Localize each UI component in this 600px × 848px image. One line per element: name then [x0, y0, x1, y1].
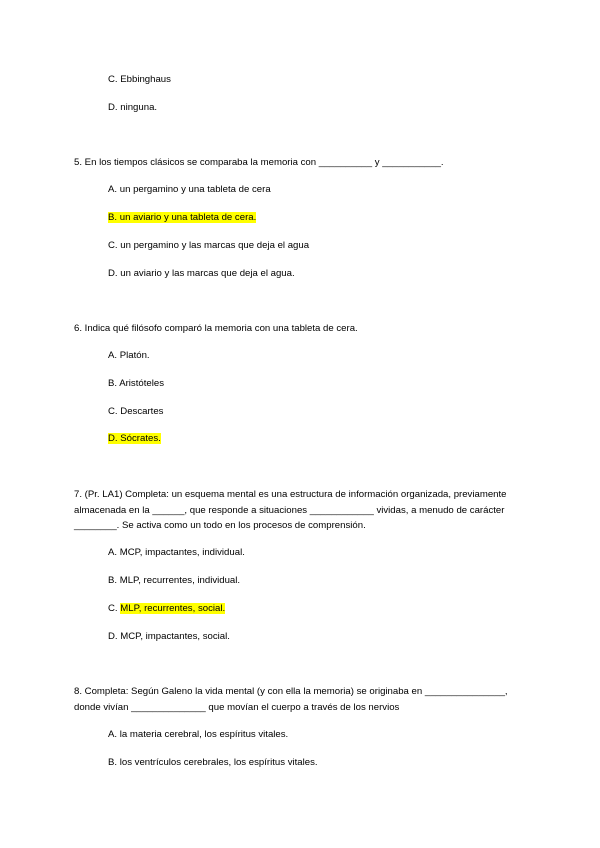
question-5-option-d: D. un aviario y las marcas que deja el agua.: [108, 268, 295, 279]
question-7-option-c: [108, 603, 225, 615]
option-d-prev: D. ninguna.: [108, 102, 158, 113]
question-6-option-a: A. Platón.: [108, 350, 150, 361]
question-8-line-2: donde vivían ______________ que movían el cuerpo a través de los nervios: [74, 702, 400, 713]
option-prefix: C.: [108, 603, 121, 614]
question-8-option-b: B. los ventrículos cerebrales, los espíritus vitales.: [108, 757, 318, 768]
question-7-line-1: 7. (Pr. LA1) Completa: un esquema mental es una estructura de información organizada, previamente: [74, 489, 507, 500]
question-6-option-d: [108, 433, 161, 445]
option-c-prev: C. Ebbinghaus: [108, 74, 171, 85]
highlighted-answer: D. Sócrates.: [108, 433, 161, 444]
question-6-option-c: C. Descartes: [108, 406, 164, 417]
question-5-option-a: A. un pergamino y una tableta de cera: [108, 184, 271, 195]
question-6: 6. Indica qué filósofo comparó la memoria con una tableta de cera.: [74, 323, 358, 334]
question-7-option-a: A. MCP, impactantes, individual.: [108, 547, 245, 558]
question-7-option-d: D. MCP, impactantes, social.: [108, 631, 230, 642]
question-5-option-c: C. un pergamino y las marcas que deja el agua: [108, 240, 310, 251]
highlighted-answer: MLP, recurrentes, social.: [120, 603, 226, 614]
question-7-line-2: almacenada en la ______, que responde a situaciones ____________ vividas, a menudo de carácter: [74, 505, 505, 516]
question-8-option-a: A. la materia cerebral, los espíritus vitales.: [108, 729, 289, 740]
question-5: 5. En los tiempos clásicos se comparaba la memoria con __________ y ___________.: [74, 157, 444, 168]
question-6-option-b: B. Aristóteles: [108, 378, 164, 389]
question-7-line-3: ________. Se activa como un todo en los procesos de comprensión.: [74, 520, 366, 531]
question-5-option-b: [108, 212, 256, 224]
question-8-line-1: 8. Completa: Según Galeno la vida mental (y con ella la memoria) se originaba en _______________,: [74, 686, 508, 697]
highlighted-answer: B. un aviario y una tableta de cera.: [108, 212, 257, 223]
question-7-option-b: B. MLP, recurrentes, individual.: [108, 575, 241, 586]
